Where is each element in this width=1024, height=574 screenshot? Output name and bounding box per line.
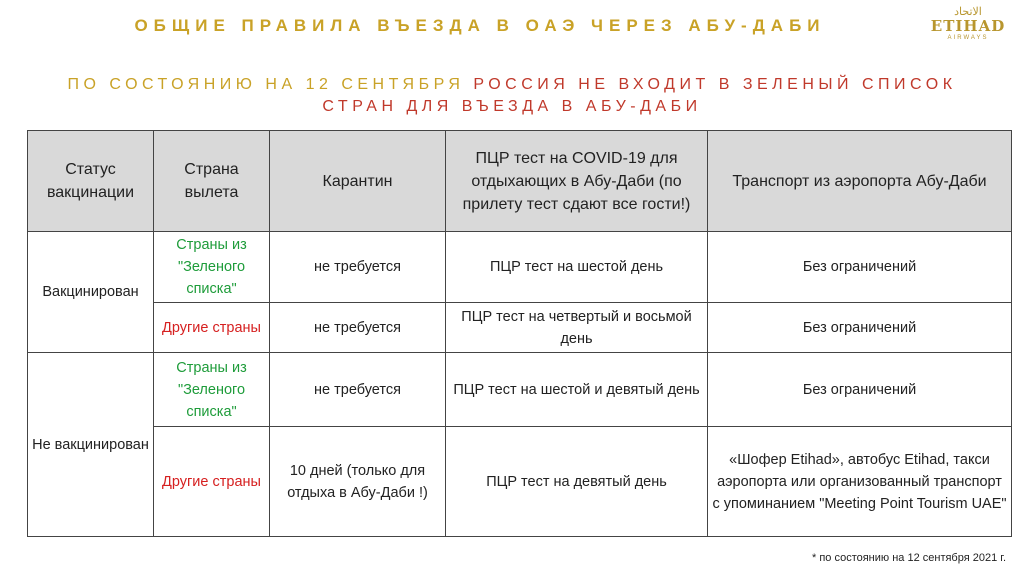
pcr-cell: ПЦР тест на шестой и девятый день — [446, 353, 708, 427]
table-row — [28, 353, 1012, 427]
logo-sub: AIRWAYS — [947, 35, 989, 41]
header-pcr: ПЦР тест на COVID-19 для отдыхающих в Абу-Даби (по прилету тест сдают все гости!) — [446, 131, 708, 232]
table-row — [28, 427, 1012, 537]
footnote: * по состоянию на 12 сентября 2021 г. — [811, 552, 1006, 564]
transport-cell: Без ограничений — [708, 303, 1012, 353]
entry-rules-table — [27, 130, 1012, 537]
table-header-row — [28, 131, 1012, 232]
quarantine-cell: не требуется — [270, 353, 446, 427]
page-title: ОБЩИЕ ПРАВИЛА ВЪЕЗДА В ОАЭ ЧЕРЕЗ АБУ-ДАБИ — [134, 16, 826, 35]
quarantine-cell: не требуется — [270, 232, 446, 303]
country-cell: Страны из "Зеленого списка" — [154, 232, 270, 303]
logo-name: ETIHAD — [930, 17, 1006, 35]
transport-cell: Без ограничений — [708, 353, 1012, 427]
pcr-cell: ПЦР тест на шестой день — [446, 232, 708, 303]
pcr-cell: ПЦР тест на четвертый и восьмой день — [446, 303, 708, 353]
header-status: Статус вакцинации — [28, 131, 154, 232]
country-cell: Другие страны — [154, 427, 270, 537]
etihad-logo — [928, 6, 1008, 50]
table-row — [28, 232, 1012, 303]
subtitle-date: ПО СОСТОЯНИЮ НА 12 СЕНТЯБРЯ — [67, 76, 474, 93]
quarantine-cell: не требуется — [270, 303, 446, 353]
transport-cell: «Шофер Etihad», автобус Etihad, такси аэропорта или организованный транспорт с упоминанием "Meeting Point Tourism UAE" — [708, 427, 1012, 537]
header-country: Страна вылета — [154, 131, 270, 232]
header-transport: Транспорт из аэропорта Абу-Даби — [708, 131, 1012, 232]
status-cell: Не вакцинирован — [28, 353, 154, 537]
status-cell: Вакцинирован — [28, 232, 154, 353]
header-quarantine: Карантин — [270, 131, 446, 232]
page-subtitle — [30, 74, 994, 118]
pcr-cell: ПЦР тест на девятый день — [446, 427, 708, 537]
country-cell: Страны из "Зеленого списка" — [154, 353, 270, 427]
table-row — [28, 303, 1012, 353]
country-cell: Другие страны — [154, 303, 270, 353]
transport-cell: Без ограничений — [708, 232, 1012, 303]
subtitle-warning: РОССИЯ НЕ ВХОДИТ В ЗЕЛЕНЫЙ СПИСОК СТРАН ДЛЯ ВЪЕЗДА В АБУ-ДАБИ — [322, 76, 957, 115]
quarantine-cell: 10 дней (только для отдыха в Абу-Даби !) — [270, 427, 446, 537]
logo-arabic-text: الاتحاد — [954, 5, 982, 18]
